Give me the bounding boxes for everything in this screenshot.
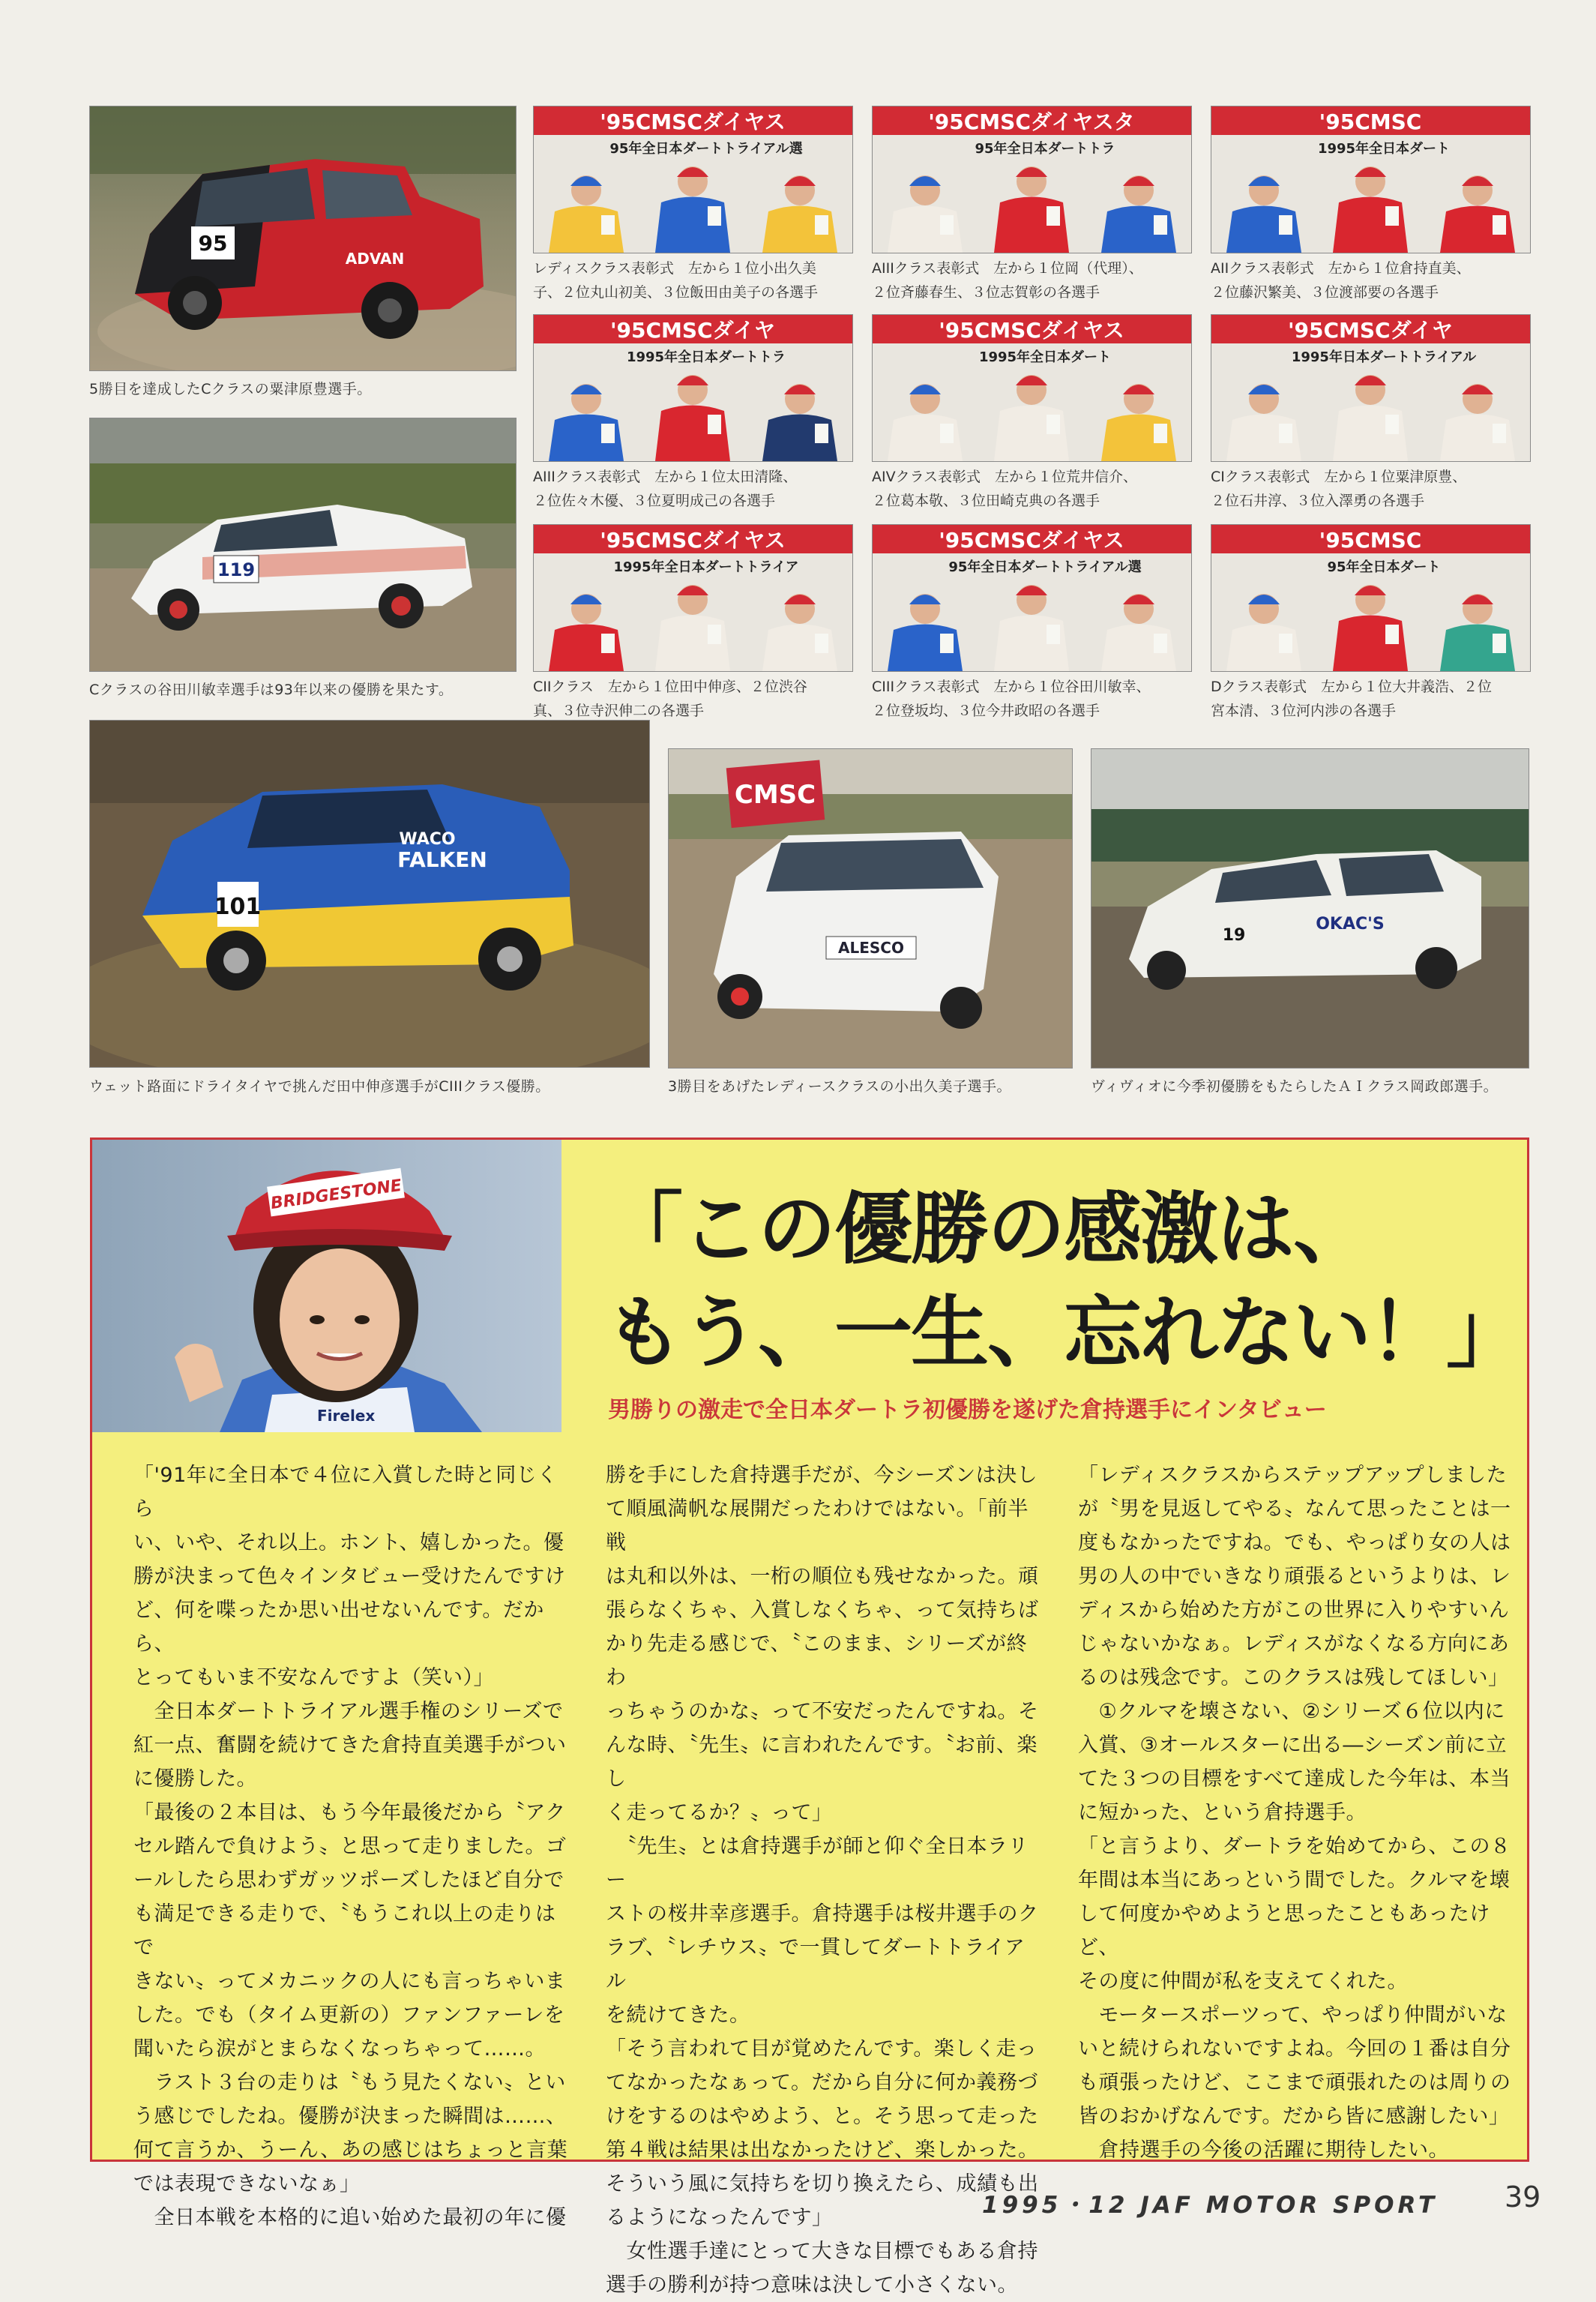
photo-c3-class-tanaka bbox=[89, 720, 650, 1068]
article-line: 勝が決まって色々インタビュー受けたんですけ bbox=[133, 1565, 566, 1588]
podium-caption bbox=[1211, 675, 1492, 723]
podium-caption bbox=[1211, 465, 1466, 513]
article-line: 勝を手にした倉持選手だが、今シーズンは決し bbox=[606, 1464, 1038, 1487]
article-column-2 bbox=[606, 1458, 1044, 2302]
article-line: 張らなくちゃ、入賞しなくちゃ、って気持ちば bbox=[606, 1599, 1039, 1622]
article-line: 〝先生〟とは倉持選手が師と仰ぐ全日本ラリー bbox=[606, 1835, 1029, 1892]
car-number: 95 bbox=[198, 231, 228, 256]
podium-caption-line: ２位葛本敬、３位田崎克典の各選手 bbox=[872, 493, 1100, 509]
photo-ladies-class-koide bbox=[668, 748, 1073, 1069]
photo-caption: ヴィヴィオに今季初優勝をもたらしたＡＩクラス岡政郎選手。 bbox=[1091, 1078, 1499, 1095]
article-line: では表現できないなぁ」 bbox=[133, 2172, 361, 2196]
sponsor-logo: OKAC'S bbox=[1316, 915, 1385, 934]
podium-caption bbox=[872, 675, 1151, 723]
article-line: に短かった、という倉持選手。 bbox=[1078, 1801, 1367, 1824]
article-line: して何度かやめようと思ったこともあったけど、 bbox=[1078, 1902, 1490, 1959]
sponsor-logo: WACO bbox=[399, 830, 456, 849]
article-line: 女性選手達にとって大きな目標でもある倉持 bbox=[606, 2240, 1038, 2263]
photo-caption: Cクラスの谷田川敏幸選手は93年以来の優勝を果たす。 bbox=[89, 682, 454, 698]
podium-banner: '95CMSCダイヤス bbox=[600, 528, 786, 553]
article-column-1 bbox=[133, 1458, 572, 2235]
article-line: けをするのはやめよう、と。そう思って走った bbox=[606, 2105, 1039, 2128]
podium-caption-line: CIIIクラス表彰式 左から１位谷田川敏幸、 bbox=[872, 679, 1151, 695]
podium-photo bbox=[533, 524, 853, 672]
podium-caption-line: CIクラス表彰式 左から１位粟津原豊、 bbox=[1211, 469, 1467, 485]
podium-banner: '95CMSC bbox=[1319, 109, 1422, 134]
podium-photo bbox=[533, 106, 853, 253]
podium-banner: '95CMSCダイヤス bbox=[939, 318, 1124, 343]
article-line: く走ってるか？〟って」 bbox=[606, 1801, 833, 1824]
podium-banner: '95CMSCダイヤスタ bbox=[928, 109, 1135, 134]
article-line: てた３つの目標をすべて達成した今年は、本当 bbox=[1078, 1767, 1511, 1791]
photo-caption: 3勝目をあげたレディースクラスの小出久美子選手。 bbox=[668, 1078, 1012, 1095]
magazine-footer: 1995・12 JAF MOTOR SPORT bbox=[982, 2192, 1439, 2219]
podium-banner: '95CMSCダイヤス bbox=[939, 528, 1124, 553]
sponsor-logo: FALKEN bbox=[397, 847, 487, 872]
article-line: て順風満帆な展開だったわけではない。「前半戦 bbox=[606, 1497, 1029, 1554]
podium-caption-line: ２位斉藤春生、３位志賀彰の各選手 bbox=[872, 284, 1100, 301]
podium-caption-line: CIIクラス 左から１位田中伸彦、２位渋谷 bbox=[533, 679, 807, 695]
article-line: るのは残念です。このクラスは残してほしい」 bbox=[1078, 1666, 1509, 1689]
photo-c-class-awazuhara bbox=[89, 106, 517, 371]
article-line: 「'91年に全日本で４位に入賞した時と同じくら bbox=[133, 1464, 558, 1521]
article-line: 聞いたら涙がとまらなくなっちゃって……。 bbox=[133, 2037, 546, 2061]
portrait-photo-kuramochi bbox=[92, 1140, 561, 1432]
podium-caption bbox=[872, 465, 1137, 513]
podium-caption bbox=[533, 256, 818, 304]
article-line: 選手の勝利が持つ意味は決して小さくない。 bbox=[606, 2274, 1018, 2297]
podium-caption-line: Dクラス表彰式 左から１位大井義浩、２位 bbox=[1211, 679, 1493, 695]
article-line: かり先走る感じで、〝このまま、シリーズが終わ bbox=[606, 1632, 1028, 1689]
podium-caption-line: AIVクラス表彰式 左から１位荒井信介、 bbox=[872, 469, 1138, 485]
article-line: ど、何を喋ったか思い出せないんです。だから、 bbox=[133, 1599, 544, 1656]
article-line: 年間は本当にあっという間でした。クルマを壊 bbox=[1078, 1869, 1511, 1892]
cap-logo: BRIDGESTONE bbox=[269, 1176, 403, 1214]
banner-flag: CMSC bbox=[734, 780, 816, 810]
podium-caption-line: AIIクラス表彰式 左から１位倉持直美、 bbox=[1211, 260, 1471, 277]
article-line: その度に仲間が私を支えてくれた。 bbox=[1078, 1970, 1408, 1993]
podium-banner-sub: 95年全日本ダートトラ bbox=[975, 141, 1115, 157]
article-line: いと続けられないですよね。今回の１番は自分 bbox=[1078, 2037, 1511, 2061]
article-line: るようになったんです」 bbox=[606, 2206, 833, 2229]
sponsor-logo: ADVAN bbox=[345, 250, 405, 268]
podium-photo bbox=[533, 314, 853, 462]
article-line: そういう風に気持ちを切り換えたら、成績も出 bbox=[606, 2172, 1039, 2196]
podium-caption-line: 宮本清、３位河内渉の各選手 bbox=[1211, 703, 1397, 719]
podium-caption-line: 子、２位丸山初美、３位飯田由美子の各選手 bbox=[533, 284, 819, 301]
article-line: 何て言うか、うーん、あの感じはちょっと言葉 bbox=[133, 2139, 568, 2162]
podium-photo bbox=[872, 106, 1192, 253]
car-number: 101 bbox=[214, 894, 262, 920]
podium-caption bbox=[1211, 256, 1471, 304]
podium-caption bbox=[533, 465, 797, 513]
headline bbox=[605, 1177, 1523, 1384]
podium-caption-line: AIIIクラス表彰式 左から１位太田清隆、 bbox=[533, 469, 798, 485]
podium-caption bbox=[533, 675, 807, 723]
podium-banner: '95CMSCダイヤ bbox=[1287, 318, 1454, 343]
podium-caption-line: ２位佐々木優、３位夏明成己の各選手 bbox=[533, 493, 776, 509]
photo-caption: ウェット路面にドライタイヤで挑んだ田中伸彦選手がCIIIクラス優勝。 bbox=[89, 1078, 550, 1095]
photo-caption: 5勝目を達成したCクラスの粟津原豊選手。 bbox=[89, 381, 372, 397]
article-line: ストの桜井幸彦選手。倉持選手は桜井選手のク bbox=[606, 1902, 1039, 1926]
podium-banner-sub: 95年全日本ダートトライアル選 bbox=[948, 559, 1142, 575]
article-line: 「と言うより、ダートラを始めてから、この８ bbox=[1078, 1835, 1511, 1858]
suit-logo: Firelex bbox=[317, 1407, 376, 1425]
article-line: に優勝した。 bbox=[133, 1767, 257, 1791]
podium-banner-sub: 1995年全日本ダート bbox=[1317, 141, 1451, 157]
article-line: とってもいま不安なんですよ（笑い）」 bbox=[133, 1666, 494, 1689]
article-line: んな時、〝先生〟に言われたんです。〝お前、楽し bbox=[606, 1734, 1038, 1791]
subheadline: 男勝りの激走で全日本ダートラ初優勝を遂げた倉持選手にインタビュー bbox=[608, 1397, 1327, 1423]
podium-banner-sub: 1995年全日本ダート bbox=[978, 349, 1112, 365]
article-line: セル踏んで負けよう〟と思って走りました。ゴ bbox=[133, 1835, 567, 1858]
podium-photo bbox=[1211, 524, 1531, 672]
podium-banner: '95CMSCダイヤス bbox=[600, 109, 786, 134]
headline-line-2: もう、一生、忘れない！」 bbox=[605, 1287, 1523, 1378]
article-line: 「最後の２本目は、もう今年最後だから〝アク bbox=[133, 1801, 566, 1824]
headline-line-1: 「この優勝の感激は、 bbox=[605, 1183, 1370, 1275]
photo-c-class-yatagawa bbox=[89, 418, 517, 672]
photo-a1-class-oka bbox=[1091, 748, 1529, 1069]
podium-photo bbox=[872, 524, 1192, 672]
article-line: い、いや、それ以上。ホント、嬉しかった。優 bbox=[133, 1531, 564, 1554]
article-line: 度もなかったですね。でも、やっぱり女の人は bbox=[1078, 1531, 1511, 1554]
podium-caption bbox=[872, 256, 1143, 304]
article-line: 皆のおかげなんです。だから皆に感謝したい」 bbox=[1078, 2105, 1510, 2128]
podium-caption-line: レディスクラス表彰式 左から１位小出久美 bbox=[533, 260, 816, 277]
podium-banner-sub: 1995年全日本ダートトラ bbox=[626, 349, 786, 365]
article-line: 全日本戦を本格的に追い始めた最初の年に優 bbox=[133, 2206, 567, 2229]
article-line: は丸和以外は、一桁の順位も残せなかった。頑 bbox=[606, 1565, 1039, 1588]
article-line: きない〟ってメカニックの人にも言っちゃいま bbox=[133, 1970, 566, 1993]
sponsor-logo: ALESCO bbox=[838, 939, 904, 957]
page-number: 39 bbox=[1505, 2181, 1541, 2214]
article-line: 全日本ダートトライアル選手権のシリーズで bbox=[133, 1700, 564, 1723]
article-line: 倉持選手の今後の活躍に期待したい。 bbox=[1078, 2139, 1449, 2162]
article-line: モータースポーツって、やっぱり仲間がいな bbox=[1078, 2004, 1508, 2027]
podium-photo bbox=[1211, 106, 1531, 253]
article-line: ラブ、〝レチウス〟で一貫してダートトライアル bbox=[606, 1936, 1026, 1993]
podium-caption-line: 真、３位寺沢伸二の各選手 bbox=[533, 703, 705, 719]
article-line: も頑張ったけど、ここまで頑張れたのは周りの bbox=[1078, 2071, 1511, 2094]
podium-caption-line: ２位登坂均、３位今井政昭の各選手 bbox=[872, 703, 1100, 719]
article-line: っちゃうのかな〟って不安だったんですね。そ bbox=[606, 1700, 1039, 1723]
podium-banner-sub: 95年全日本ダートトライアル選 bbox=[609, 141, 803, 157]
car-number: 119 bbox=[217, 559, 256, 580]
article-line: ールしたら思わずガッツポーズしたほど自分で bbox=[133, 1869, 564, 1892]
article-line: じゃないかなぁ。レディスがなくなる方向にあ bbox=[1078, 1632, 1510, 1656]
article-line: 紅一点、奮闘を続けてきた倉持直美選手がつい bbox=[133, 1734, 567, 1757]
article-line: した。でも（タイム更新の）ファンファーレを bbox=[133, 2004, 565, 2027]
podium-banner: '95CMSCダイヤ bbox=[609, 318, 776, 343]
podium-caption-line: AIIIクラス表彰式 左から１位岡（代理）、 bbox=[872, 260, 1143, 277]
podium-banner-sub: 95年全日本ダート bbox=[1327, 559, 1441, 575]
article-line: 「そう言われて目が覚めたんです。楽しく走っ bbox=[606, 2037, 1038, 2061]
podium-photo bbox=[872, 314, 1192, 462]
article-line: も満足できる走りで、〝もうこれ以上の走りはで bbox=[133, 1902, 556, 1959]
article-line: が〝男を見返してやる〟なんて思ったことは一 bbox=[1078, 1497, 1511, 1521]
article-line: ディスから始めた方がこの世界に入りやすいん bbox=[1078, 1599, 1510, 1622]
article-line: てなかったなぁって。だから自分に何か義務づ bbox=[606, 2071, 1038, 2094]
article-column-3 bbox=[1078, 1458, 1517, 2167]
podium-photo bbox=[1211, 314, 1531, 462]
podium-caption-line: ２位藤沢繁美、３位渡部要の各選手 bbox=[1211, 284, 1439, 301]
article-line: ラスト３台の走りは〝もう見たくない〟とい bbox=[133, 2071, 566, 2094]
article-line: 「レディスクラスからステップアップしました bbox=[1078, 1464, 1508, 1487]
article-line: 第４戦は結果は出なかったけど、楽しかった。 bbox=[606, 2139, 1039, 2162]
car-number: 19 bbox=[1222, 926, 1246, 945]
podium-banner-sub: 1995年全日本ダートトライア bbox=[613, 559, 799, 575]
article-line: ①クルマを壊さない、②シリーズ６位以内に bbox=[1078, 1700, 1505, 1723]
article-line: 男の人の中でいきなり頑張るというよりは、レ bbox=[1078, 1565, 1511, 1588]
article-line: う感じでしたね。優勝が決まった瞬間は……、 bbox=[133, 2105, 567, 2128]
podium-banner: '95CMSC bbox=[1319, 528, 1422, 553]
podium-caption-line: ２位石井淳、３位入澤勇の各選手 bbox=[1211, 493, 1425, 509]
article-line: を続けてきた。 bbox=[606, 2004, 750, 2027]
article-line: 入賞、③オールスターに出る―シーズン前に立 bbox=[1078, 1734, 1508, 1757]
podium-banner-sub: 1995年日本ダートトライアル bbox=[1291, 349, 1477, 365]
